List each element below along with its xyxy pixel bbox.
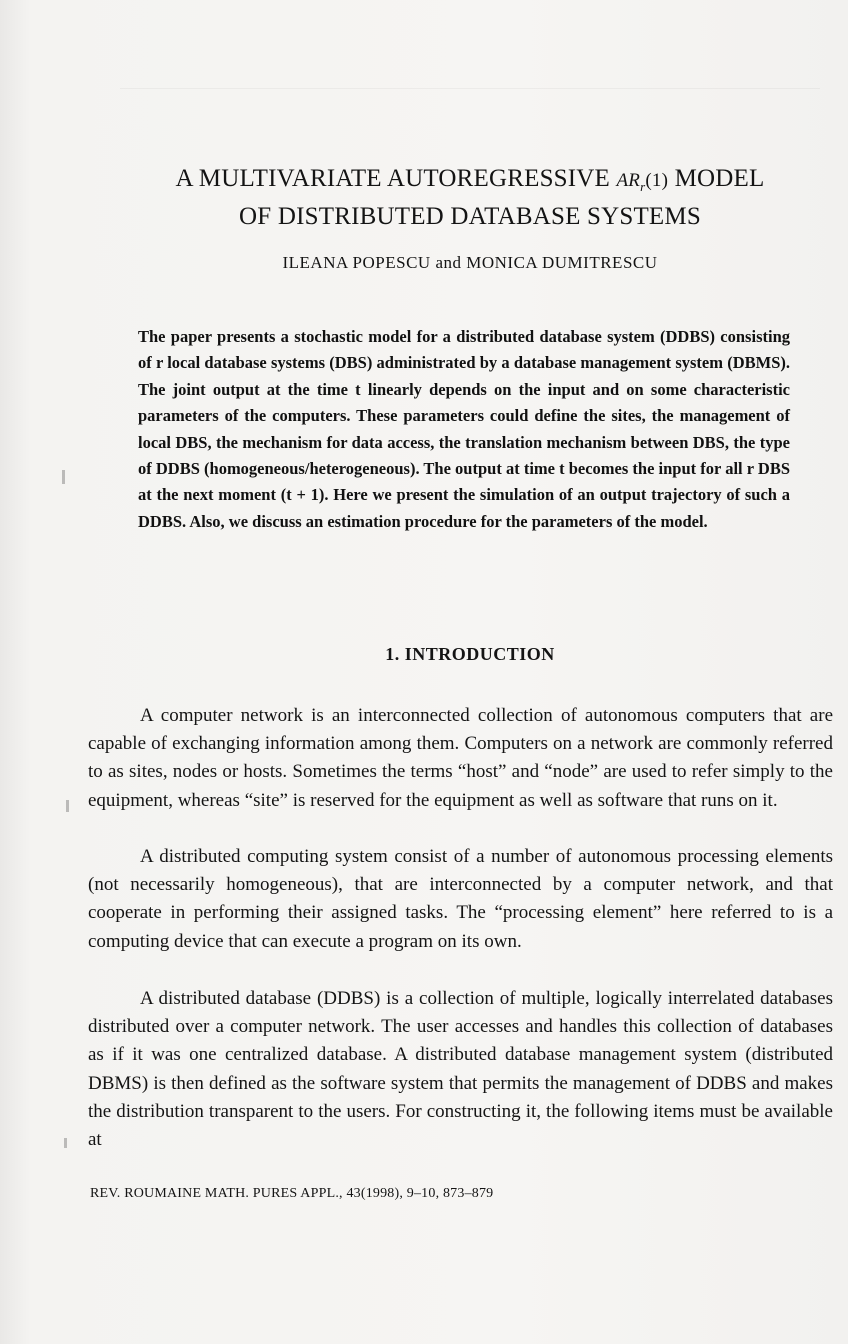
paragraph [88, 702, 833, 815]
title-line-2: OF DISTRIBUTED DATABASE SYSTEMS [239, 202, 701, 230]
title-suffix: MODEL [674, 165, 765, 192]
paper-title [130, 164, 810, 232]
title-line-1 [130, 164, 810, 202]
margin-mark [66, 800, 69, 812]
paragraph [88, 843, 833, 956]
paragraph-text: A distributed computing system consist of a number of autonomous processing elements (not necessarily homogeneous), that are interconnected by a computer network, and that cooperate in performing their assigned tasks. The “processing element” here referred to is a computing device that can execute a program on its own. [88, 846, 833, 952]
journal-reference: REV. ROUMAINE MATH. PURES APPL., 43(1998), 9–10, 873–879 [90, 1186, 494, 1201]
authors: ILEANA POPESCU and MONICA DUMITRESCU [282, 253, 658, 272]
model-order: (1) [645, 170, 669, 191]
paragraph [88, 985, 833, 1154]
title-prefix: A MULTIVARIATE AUTOREGRESSIVE [175, 165, 611, 192]
paragraph-text: A computer network is an interconnected collection of autonomous computers that are capable of exchanging information among them. Computers on a network are commonly referred to as sites, nodes or hosts. Sometimes the terms “host” and “node” are used to refer simply to the equipment, whereas “site” is reserved for the equipment as well as software that runs on it. [88, 705, 833, 811]
section-heading: 1. INTRODUCTION [385, 644, 555, 664]
margin-mark [64, 1138, 67, 1148]
margin-mark [62, 470, 65, 484]
abstract: The paper presents a stochastic model for a distributed database system (DDBS) consisting of r local database systems (DBS) administrated by a database management system (DBMS). The joint output at the time t linearly depends on the input and on some characteristic parameters of the computers. These parameters could define the sites, the management of local DBS, the mechanism for data access, the translation mechanism between DBS, the type of DDBS (homogeneous/heterogeneous). The output at time t becomes the input for all r DBS at the next moment (t + 1). Here we present the simulation of an output trajectory of such a DDBS. Also, we discuss an estimation procedure for the parameters of the model. [138, 327, 790, 531]
model-symbol: $AR_r$ [616, 170, 646, 194]
paragraph-text: A distributed database (DDBS) is a collection of multiple, logically interrelated databases distributed over a computer network. The user accesses and handles this collection of databases as if it was one centralized database. A distributed database management system (distributed DBMS) is then defined as the software system that permits the management of DDBS and makes the distribution transparent to the users. For constructing it, the following items must be available at [88, 988, 833, 1151]
